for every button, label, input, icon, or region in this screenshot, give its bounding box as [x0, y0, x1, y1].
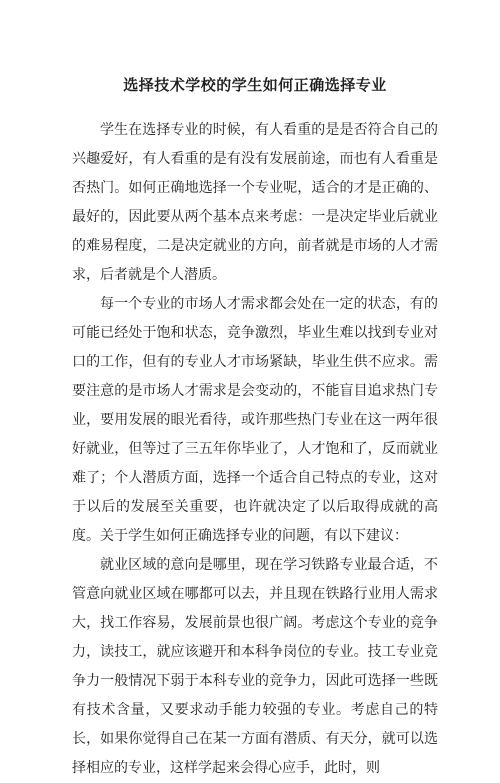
paragraph-3: 就业区域的意向是哪里，现在学习铁路专业最合适，不管意向就业区域在哪都可以去，并且现在铁路行业用人需求大，找工作容易，发展前景也很广阔。考虑这个专业的竞争力，读技工，就应该避开和本科争岗位的专业。技工专业竞争力一般情况下弱于本科专业的竞争力，因此可选择一些既有技术含量，又要求动手能力较强的专业。考虑自己的特长，如果你觉得自己在某一方面有潜质、有天分，就可以选择相应的专业，这样学起来会得心应手，此时，则: [72, 557, 438, 776]
paragraph-2: 每一个专业的市场人才需求都会处在一定的状态，有的可能已经处于饱和状态，竞争激烈，毕业生难以找到专业对口的工作，但有的专业人才市场紧缺，毕业生供不应求。需要注意的是市场人才需求是会变动的，不能盲目追求热门专业，要用发展的眼光看待，或许那些热门专业在这一两年很好就业，但等过了三五年你毕业了，人才饱和了，反而就业难了；个人潜质方面，选择一个适合自己特点的专业，这对于以后的发展至关重要，也许就决定了以后取得成就的高度。关于学生如何正确选择专业的问题，有以下建议：: [72, 296, 438, 544]
paragraph-1: 学生在选择专业的时候，有人看重的是是否符合自己的兴趣爱好，有人看重的是有没有发展前途，而也有人看重是否热门。如何正确地选择一个专业呢，适合的才是正确的、最好的，因此要从两个基本点来考虑：一是决定毕业后就业的难易程度，二是决定就业的方向，前者就是市场的人才需求，后者就是个人潜质。: [72, 122, 438, 283]
document-title: 选择技术学校的学生如何正确选择专业: [123, 76, 387, 94]
